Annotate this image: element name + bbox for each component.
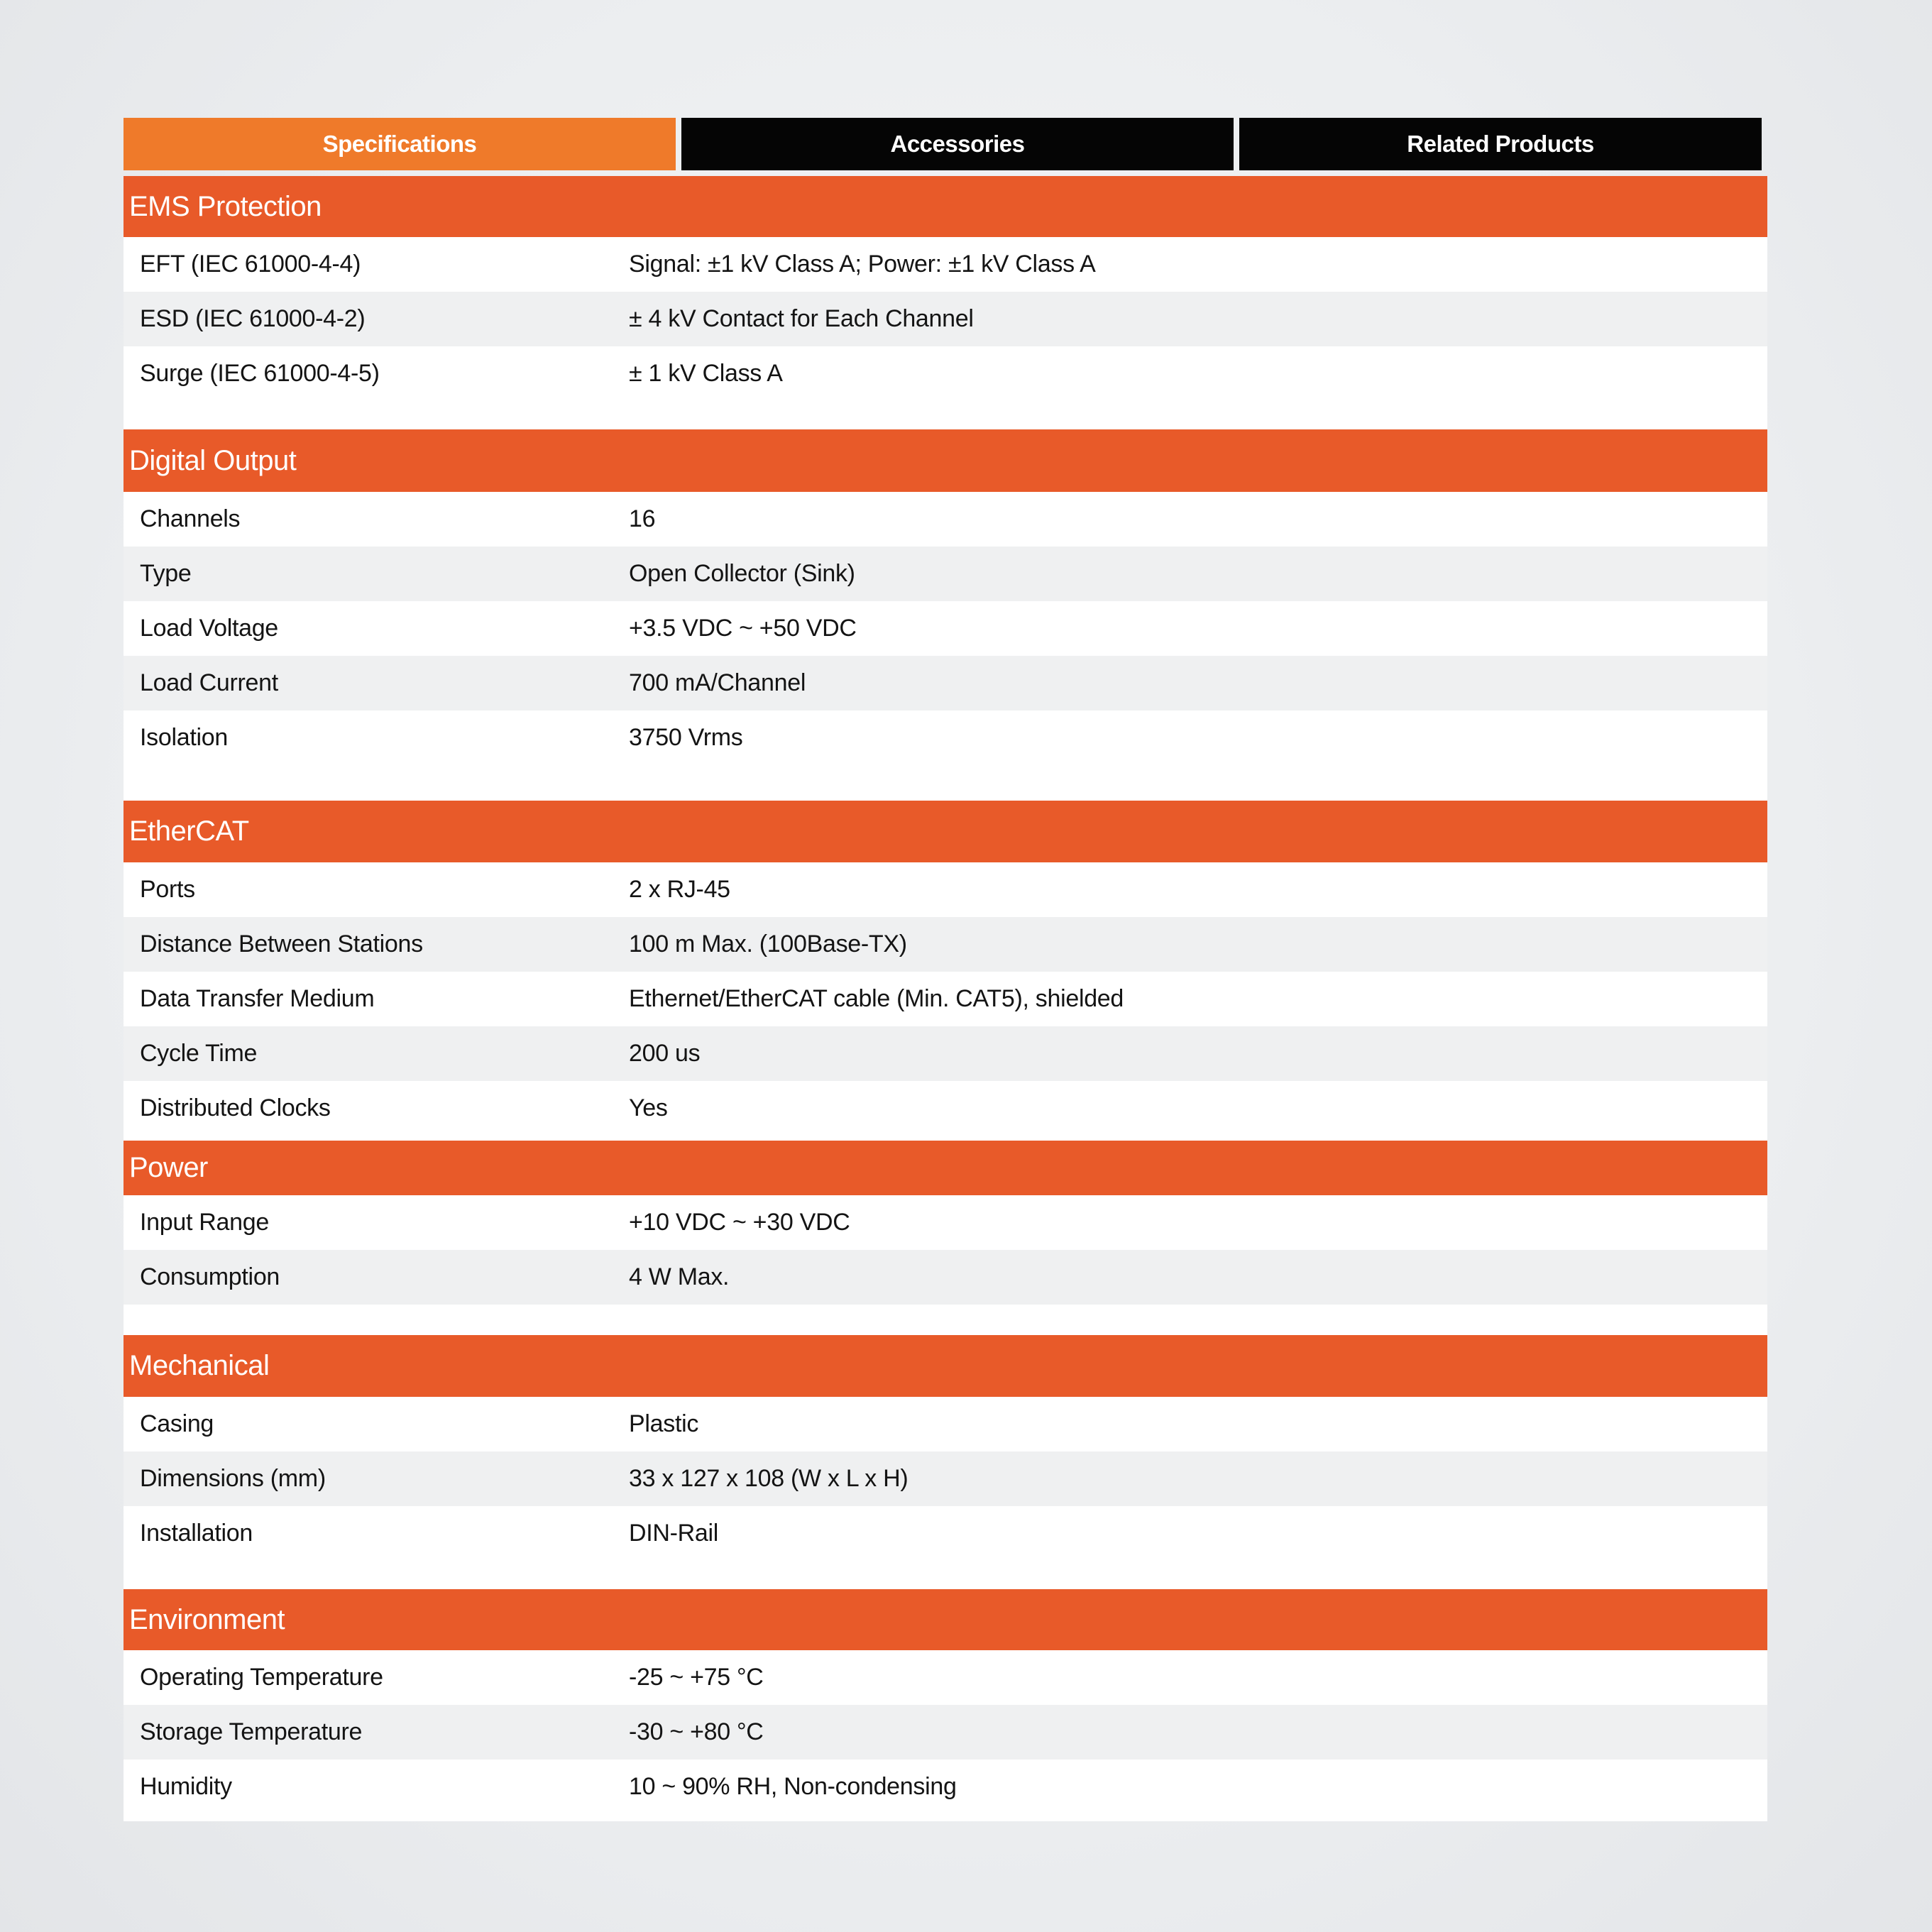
- spec-label: Consumption: [140, 1263, 280, 1290]
- spec-value: Yes: [629, 1094, 668, 1121]
- spec-row: [124, 1397, 1767, 1451]
- spec-row: [124, 1451, 1767, 1506]
- spec-value: 3750 Vrms: [629, 724, 743, 751]
- spec-label: Installation: [140, 1520, 253, 1547]
- section-heading: Digital Output: [124, 429, 1767, 492]
- spec-label: Cycle Time: [140, 1040, 258, 1067]
- section-heading: Environment: [124, 1589, 1767, 1650]
- spec-value: DIN-Rail: [629, 1520, 719, 1547]
- spec-value: 200 us: [629, 1040, 701, 1067]
- spec-value: 700 mA/Channel: [629, 669, 806, 696]
- spec-table: [124, 170, 1767, 1821]
- spec-label: Type: [140, 560, 192, 587]
- spec-value: 16: [629, 505, 656, 532]
- spec-value: Ethernet/EtherCAT cable (Min. CAT5), shielded: [629, 985, 1124, 1012]
- spec-row: [124, 710, 1767, 765]
- tab-bar: [124, 118, 1767, 170]
- spec-row: [124, 656, 1767, 710]
- spec-value: -30 ~ +80 °C: [629, 1718, 764, 1745]
- spec-label: ESD (IEC 61000-4-2): [140, 305, 366, 332]
- spec-value: 10 ~ 90% RH, Non-condensing: [629, 1773, 957, 1800]
- spec-label: Ports: [140, 876, 195, 903]
- spec-value: +3.5 VDC ~ +50 VDC: [629, 615, 857, 642]
- spec-row: [124, 237, 1767, 292]
- spec-value: 33 x 127 x 108 (W x L x H): [629, 1465, 909, 1492]
- spec-label: Load Current: [140, 669, 278, 696]
- spec-row: [124, 547, 1767, 601]
- spec-value: ± 1 kV Class A: [629, 360, 783, 387]
- spec-value: 100 m Max. (100Base-TX): [629, 931, 907, 957]
- section-spacer: [124, 1136, 1767, 1141]
- section-spacer: [124, 1814, 1767, 1821]
- section-heading: Mechanical: [124, 1335, 1767, 1397]
- spec-value: Open Collector (Sink): [629, 560, 855, 587]
- spec-row: [124, 862, 1767, 917]
- tab-related-products[interactable]: Related Products: [1239, 118, 1762, 170]
- spec-row: [124, 492, 1767, 547]
- spec-row: [124, 1026, 1767, 1081]
- spec-row: [124, 346, 1767, 401]
- spec-label: Dimensions (mm): [140, 1465, 326, 1492]
- spec-row: [124, 601, 1767, 656]
- spec-row: [124, 1650, 1767, 1705]
- spec-row: [124, 1250, 1767, 1305]
- tab-accessories[interactable]: Accessories: [681, 118, 1234, 170]
- spec-label: Channels: [140, 505, 241, 532]
- spec-row: [124, 1506, 1767, 1561]
- spec-value: Plastic: [629, 1410, 699, 1437]
- spec-label: Load Voltage: [140, 615, 278, 642]
- spec-value: +10 VDC ~ +30 VDC: [629, 1209, 850, 1236]
- spec-label: Data Transfer Medium: [140, 985, 375, 1012]
- spec-row: [124, 292, 1767, 346]
- spec-value: 2 x RJ-45: [629, 876, 730, 903]
- spec-value: 4 W Max.: [629, 1263, 730, 1290]
- spec-row: [124, 972, 1767, 1026]
- spec-value: -25 ~ +75 °C: [629, 1664, 764, 1691]
- section-spacer: [124, 401, 1767, 429]
- spec-row: [124, 1705, 1767, 1760]
- spec-label: Humidity: [140, 1773, 232, 1800]
- tab-specifications[interactable]: Specifications: [124, 118, 676, 170]
- section-spacer: [124, 765, 1767, 801]
- spec-value: ± 4 kV Contact for Each Channel: [629, 305, 974, 332]
- spec-sheet: [124, 118, 1767, 1821]
- section-heading: EMS Protection: [124, 176, 1767, 237]
- spec-label: Distance Between Stations: [140, 931, 423, 957]
- spec-label: Casing: [140, 1410, 214, 1437]
- section-spacer: [124, 1561, 1767, 1589]
- spec-label: Isolation: [140, 724, 228, 751]
- spec-label: EFT (IEC 61000-4-4): [140, 251, 361, 278]
- section-gap: [124, 170, 1767, 176]
- spec-row: [124, 1081, 1767, 1136]
- spec-label: Storage Temperature: [140, 1718, 363, 1745]
- section-spacer: [124, 1305, 1767, 1335]
- spec-label: Surge (IEC 61000-4-5): [140, 360, 380, 387]
- section-heading: Power: [124, 1141, 1767, 1195]
- spec-row: [124, 1195, 1767, 1250]
- spec-label: Input Range: [140, 1209, 269, 1236]
- spec-value: Signal: ±1 kV Class A; Power: ±1 kV Class A: [629, 251, 1096, 278]
- spec-label: Operating Temperature: [140, 1664, 383, 1691]
- section-heading: EtherCAT: [124, 801, 1767, 862]
- spec-row: [124, 1760, 1767, 1814]
- spec-row: [124, 917, 1767, 972]
- spec-label: Distributed Clocks: [140, 1094, 331, 1121]
